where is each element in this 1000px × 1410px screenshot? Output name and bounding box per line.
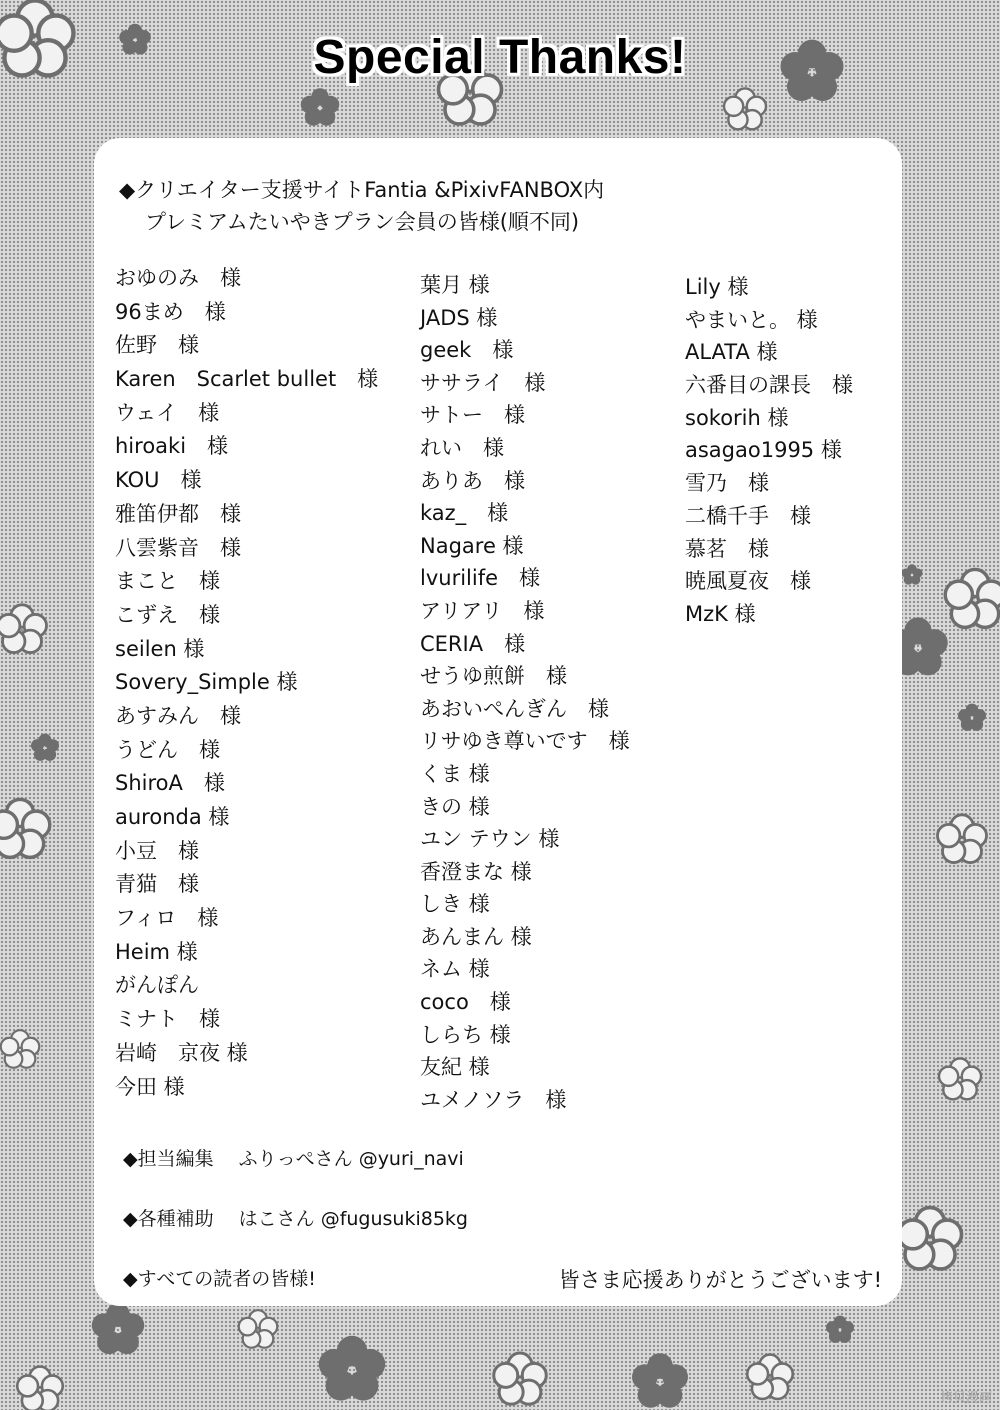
supporter-name: きの 様 bbox=[420, 794, 490, 819]
supporter-name: asagao1995 様 bbox=[685, 438, 842, 463]
supporter-name: sokorih 様 bbox=[685, 405, 789, 430]
supporter-name: hiroaki 様 bbox=[115, 434, 229, 459]
flower-icon bbox=[945, 569, 1000, 627]
supporter-name: ShiroA 様 bbox=[115, 771, 225, 796]
supporter-name: がんぽん bbox=[115, 973, 199, 998]
closing-message: 皆さま応援ありがとうございます! bbox=[558, 1268, 882, 1292]
editor-credit: ◆担当編集 ふりっぺさん @yuri_navi bbox=[123, 1148, 464, 1170]
supporter-name: せうゆ煎餅 様 bbox=[420, 664, 567, 689]
supporter-name: 雪乃 様 bbox=[685, 471, 769, 496]
flower-icon bbox=[826, 1316, 854, 1343]
flower-icon bbox=[902, 564, 923, 584]
supporter-name: coco 様 bbox=[420, 990, 511, 1015]
supporter-name: 二橋千手 様 bbox=[685, 503, 811, 528]
supporter-name: CERIA 様 bbox=[420, 631, 526, 656]
flower-icon bbox=[1, 1030, 40, 1068]
flower-icon bbox=[92, 1303, 145, 1354]
supporter-name: lvurilife 様 bbox=[420, 566, 541, 591]
supporter-name: ユメノソラ 様 bbox=[420, 1087, 567, 1112]
page-title: Special Thanks! bbox=[313, 31, 687, 84]
flower-icon bbox=[0, 799, 50, 857]
supporter-name: Lily 様 bbox=[685, 275, 749, 299]
flower-icon bbox=[899, 1208, 962, 1269]
watermark: 拷贝漫画 bbox=[939, 1391, 992, 1406]
supporter-name: MzK 様 bbox=[685, 601, 756, 626]
supporter-name: くま 様 bbox=[420, 761, 490, 786]
supporter-name: 雅笛伊都 様 bbox=[115, 501, 241, 526]
supporter-name: サトー 様 bbox=[420, 403, 525, 428]
flower-icon bbox=[31, 734, 59, 761]
flower-icon bbox=[724, 88, 766, 129]
supporter-name: auronda 様 bbox=[115, 805, 230, 829]
supporter-name: JADS 様 bbox=[420, 305, 498, 330]
supporter-name: しらち 様 bbox=[420, 1022, 511, 1047]
supporter-name: ALATA 様 bbox=[685, 340, 778, 365]
section-heading bbox=[119, 174, 604, 238]
thanks-panel bbox=[94, 138, 902, 1306]
supporter-name: kaz_ 様 bbox=[420, 501, 509, 526]
supporter-name: れい 様 bbox=[420, 435, 504, 460]
supporter-name: ネム 様 bbox=[420, 957, 490, 982]
flower-icon bbox=[319, 1336, 386, 1401]
supporter-name: うどん 様 bbox=[115, 737, 220, 762]
supporter-name: Karen Scarlet bullet 様 bbox=[115, 367, 379, 392]
supporter-name: 暁風夏夜 様 bbox=[685, 569, 811, 594]
supporter-name: まこと 様 bbox=[115, 569, 220, 594]
supporter-name: フィロ 様 bbox=[115, 906, 219, 931]
supporter-name: ササライ 様 bbox=[420, 370, 546, 395]
supporter-name: あんまん 様 bbox=[420, 924, 532, 949]
supporter-name: ありあ 様 bbox=[420, 468, 525, 493]
flower-icon bbox=[0, 605, 47, 653]
supporter-column-3 bbox=[685, 271, 853, 631]
supporter-name: seilen 様 bbox=[115, 636, 205, 661]
supporter-name: あおいぺんぎん 様 bbox=[420, 696, 609, 721]
flower-icon bbox=[494, 1353, 547, 1404]
supporter-name: あすみん 様 bbox=[115, 703, 241, 728]
supporter-name: 小豆 様 bbox=[115, 838, 199, 863]
supporter-name: ミナト 様 bbox=[115, 1007, 220, 1032]
supporter-name: リサゆき尊いです 様 bbox=[420, 729, 630, 754]
heading-line-2: プレミアムたいやきプラン会員の皆様(順不同) bbox=[145, 210, 580, 234]
supporter-column-2 bbox=[420, 269, 630, 1116]
flower-icon bbox=[239, 1310, 278, 1348]
supporter-name: 今田 様 bbox=[115, 1074, 185, 1099]
supporter-name: こずえ 様 bbox=[115, 602, 220, 627]
supporter-name: しき 様 bbox=[420, 892, 490, 917]
flower-icon bbox=[747, 1355, 793, 1399]
flower-icon bbox=[17, 1367, 63, 1410]
supporter-name: 青猫 様 bbox=[115, 872, 199, 897]
supporter-name: ウェイ 様 bbox=[115, 400, 220, 425]
supporter-name: おゆのみ 様 bbox=[115, 266, 241, 290]
supporter-name: KOU 様 bbox=[115, 468, 202, 493]
supporter-name: 葉月 様 bbox=[420, 273, 490, 297]
supporter-name: 岩崎 京夜 様 bbox=[115, 1040, 248, 1065]
supporter-name: Sovery_Simple 様 bbox=[115, 670, 298, 695]
supporter-name: 香澄まな 様 bbox=[420, 859, 532, 884]
supporter-name: やまいと。 様 bbox=[685, 307, 818, 332]
flower-icon bbox=[939, 1058, 981, 1099]
supporter-name: 佐野 様 bbox=[115, 333, 199, 358]
supporter-name: アリアリ 様 bbox=[420, 598, 545, 623]
supporter-name: Nagare 様 bbox=[420, 533, 524, 558]
supporter-name: Heim 様 bbox=[115, 939, 198, 964]
assistant-credit: ◆各種補助 はこさん @fugusuki85kg bbox=[123, 1208, 468, 1230]
flower-icon bbox=[938, 815, 987, 863]
supporter-name: ユン テウン 様 bbox=[420, 827, 560, 852]
readers-credit: ◆すべての読者の皆様! bbox=[123, 1268, 316, 1290]
supporter-name: 慕茗 様 bbox=[685, 536, 769, 561]
heading-line-1: ◆クリエイター支援サイトFantia &PixivFANBOX内 bbox=[119, 178, 605, 202]
supporter-name: 96まめ 様 bbox=[115, 299, 226, 324]
supporter-column-1 bbox=[115, 262, 378, 1104]
supporter-name: 友紀 様 bbox=[420, 1055, 490, 1080]
supporter-name: 六番目の課長 様 bbox=[685, 373, 853, 398]
flower-icon bbox=[958, 704, 986, 731]
flower-icon bbox=[632, 1353, 688, 1408]
flower-icon bbox=[301, 88, 340, 126]
supporter-name: 八雲紫音 様 bbox=[115, 535, 241, 560]
supporter-name: geek 様 bbox=[420, 338, 514, 363]
